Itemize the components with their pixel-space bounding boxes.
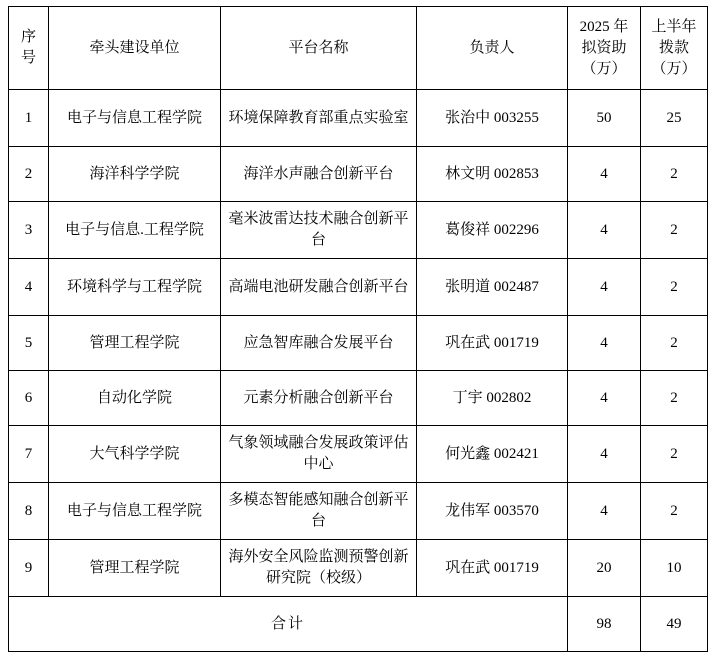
header-half-line1: 上半年	[651, 18, 697, 35]
cell-first-half: 2	[641, 426, 708, 483]
cell-unit: 电子与信息工程学院	[49, 483, 221, 540]
cell-first-half: 10	[641, 540, 708, 597]
cell-fund-2025: 4	[568, 202, 641, 259]
table-row	[9, 147, 708, 202]
header-owner: 负责人	[417, 7, 568, 90]
cell-fund-2025: 4	[568, 147, 641, 202]
cell-platform: 毫米波雷达技术融合创新平台	[221, 202, 417, 259]
table-row	[9, 483, 708, 540]
table-row	[9, 426, 708, 483]
cell-unit: 管理工程学院	[49, 316, 221, 371]
cell-platform: 高端电池研发融合创新平台	[221, 259, 417, 316]
cell-fund-2025: 20	[568, 540, 641, 597]
cell-owner: 何光鑫 002421	[417, 426, 568, 483]
cell-platform: 气象领域融合发展政策评估中心	[221, 426, 417, 483]
cell-platform: 环境保障教育部重点实验室	[221, 90, 417, 147]
cell-fund-2025: 4	[568, 316, 641, 371]
cell-seq: 1	[9, 90, 49, 147]
cell-first-half: 2	[641, 316, 708, 371]
cell-first-half: 2	[641, 483, 708, 540]
cell-unit: 自动化学院	[49, 371, 221, 426]
cell-seq: 4	[9, 259, 49, 316]
table-row	[9, 259, 708, 316]
cell-owner: 巩在武 001719	[417, 540, 568, 597]
cell-owner: 丁宇 002802	[417, 371, 568, 426]
cell-seq: 6	[9, 371, 49, 426]
cell-fund-2025: 4	[568, 426, 641, 483]
cell-seq: 8	[9, 483, 49, 540]
cell-unit: 电子与信息工程学院	[49, 90, 221, 147]
funding-table	[8, 6, 708, 652]
header-unit: 牵头建设单位	[49, 7, 221, 90]
header-platform: 平台名称	[221, 7, 417, 90]
cell-platform: 应急智库融合发展平台	[221, 316, 417, 371]
table-row	[9, 202, 708, 259]
header-fund-line2: 拟资助	[581, 39, 627, 56]
cell-seq: 9	[9, 540, 49, 597]
cell-first-half: 2	[641, 202, 708, 259]
cell-owner: 巩在武 001719	[417, 316, 568, 371]
cell-owner: 张明道 002487	[417, 259, 568, 316]
cell-seq: 3	[9, 202, 49, 259]
cell-owner: 葛俊祥 002296	[417, 202, 568, 259]
cell-platform: 元素分析融合创新平台	[221, 371, 417, 426]
cell-unit: 海洋科学学院	[49, 147, 221, 202]
cell-owner: 林文明 002853	[417, 147, 568, 202]
cell-platform: 多模态智能感知融合创新平台	[221, 483, 417, 540]
cell-fund-2025: 4	[568, 371, 641, 426]
cell-first-half: 2	[641, 259, 708, 316]
cell-first-half: 2	[641, 371, 708, 426]
table-row	[9, 540, 708, 597]
total-fund-2025: 98	[568, 597, 641, 652]
cell-platform: 海外安全风险监测预警创新研究院（校级）	[221, 540, 417, 597]
cell-first-half: 25	[641, 90, 708, 147]
cell-unit: 电子与信息.工程学院	[49, 202, 221, 259]
cell-seq: 2	[9, 147, 49, 202]
cell-fund-2025: 50	[568, 90, 641, 147]
table-header	[9, 7, 708, 90]
header-seq	[9, 7, 49, 90]
header-fund-line3: （万）	[581, 60, 627, 77]
cell-fund-2025: 4	[568, 483, 641, 540]
total-first-half: 49	[641, 597, 708, 652]
table-row	[9, 90, 708, 147]
cell-unit: 大气科学学院	[49, 426, 221, 483]
table-row	[9, 371, 708, 426]
header-first-half	[641, 7, 708, 90]
cell-first-half: 2	[641, 147, 708, 202]
header-seq-line2: 号	[20, 50, 36, 66]
cell-platform: 海洋水声融合创新平台	[221, 147, 417, 202]
table-body	[9, 90, 708, 652]
cell-unit: 环境科学与工程学院	[49, 259, 221, 316]
cell-owner: 龙伟军 003570	[417, 483, 568, 540]
total-label: 合计	[9, 597, 568, 652]
cell-unit: 管理工程学院	[49, 540, 221, 597]
cell-owner: 张治中 003255	[417, 90, 568, 147]
cell-seq: 7	[9, 426, 49, 483]
header-fund-line1: 2025 年	[579, 18, 629, 35]
header-seq-line1: 序	[20, 29, 36, 45]
header-fund-2025	[568, 7, 641, 90]
table-row	[9, 316, 708, 371]
header-half-line2: 拨款	[658, 39, 689, 56]
total-row	[9, 597, 708, 652]
cell-seq: 5	[9, 316, 49, 371]
header-half-line3: （万）	[651, 60, 697, 77]
cell-fund-2025: 4	[568, 259, 641, 316]
header-row	[9, 7, 708, 90]
